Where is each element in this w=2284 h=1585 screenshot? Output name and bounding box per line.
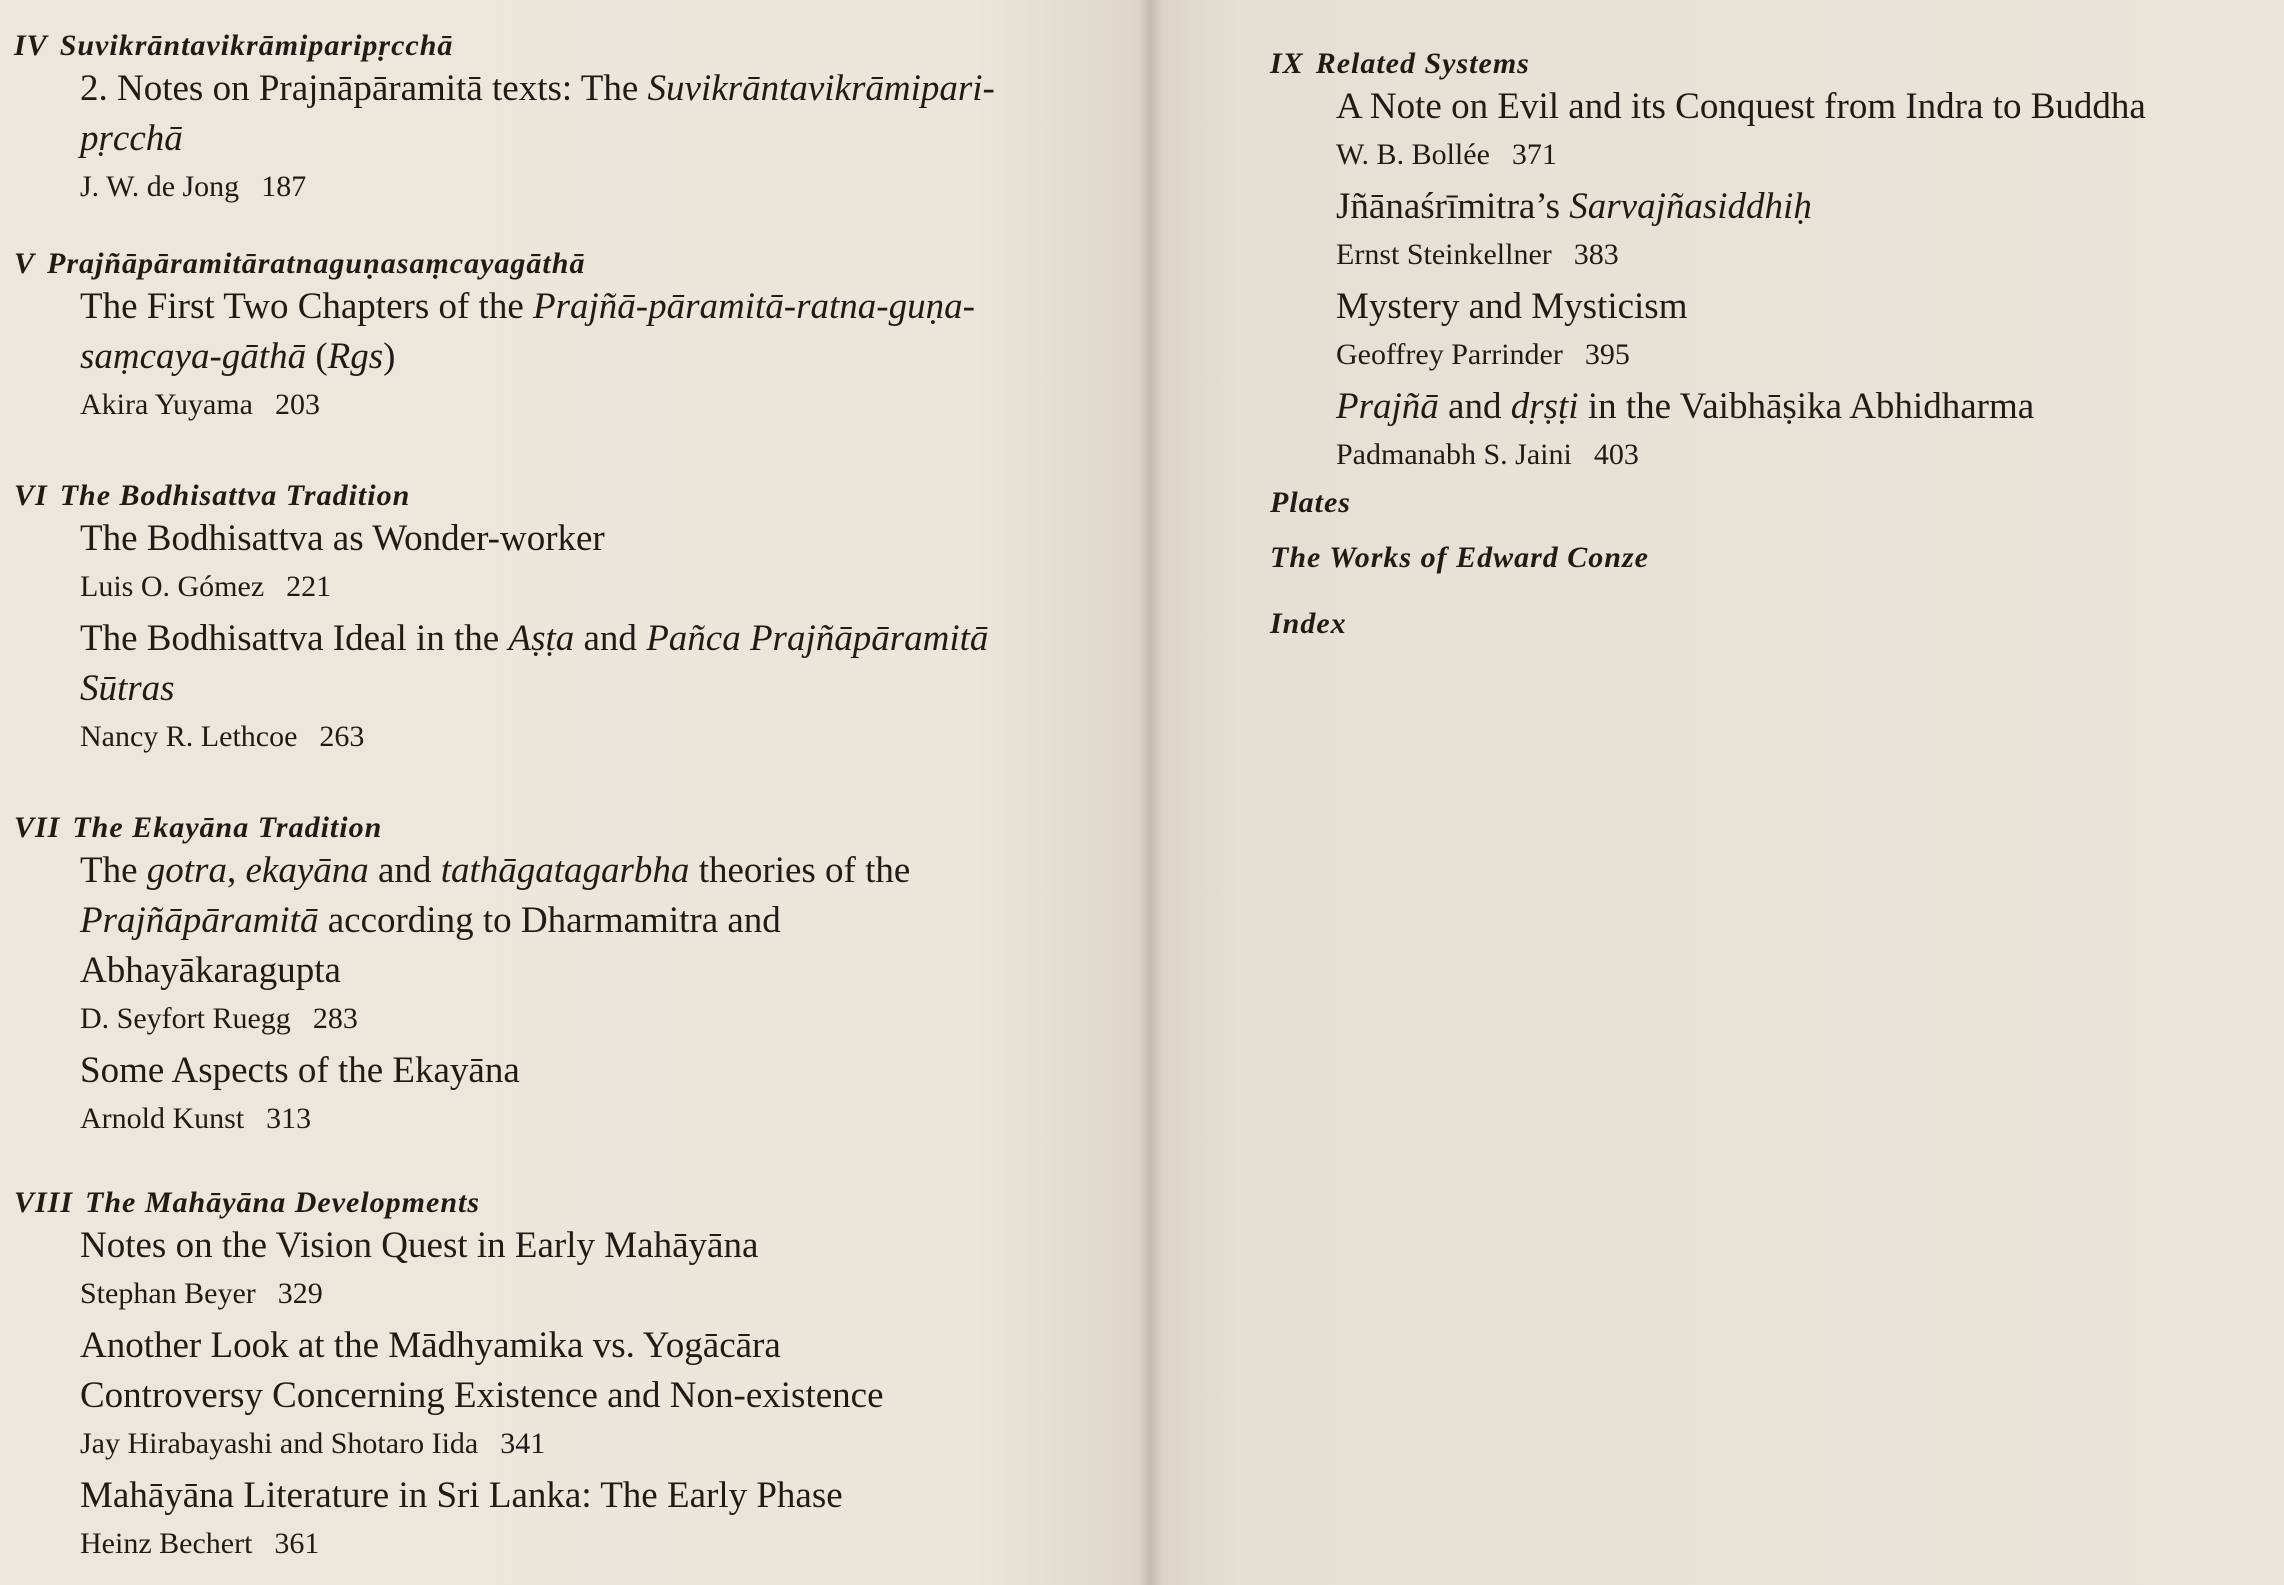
contents-section [14, 246, 1124, 426]
entry-title-italic-part: Suvikrāntavikrāmipari- [647, 68, 995, 109]
page-number: 283 [312, 1002, 358, 1035]
entry-title-part: theories of the [689, 850, 911, 891]
section-number: VII [14, 811, 61, 844]
entry-title-italic-part: dṛṣṭi [1510, 386, 1579, 427]
section-heading [14, 478, 1124, 514]
author-name: Arnold Kunst [80, 1102, 245, 1135]
section-number: VIII [14, 1186, 74, 1219]
page-number: 341 [500, 1427, 546, 1460]
page-number: 403 [1593, 438, 1639, 471]
entry-title-italic-part: Aṣṭa [508, 618, 575, 659]
entry-title-italic-part: ekayāna [245, 850, 369, 891]
contents-section [14, 28, 1124, 208]
contents-section [1270, 540, 2270, 576]
entry-title-italic-part: tathāgatagarbha [440, 850, 690, 891]
entry-title-part: Another Look at the Mādhyamika vs. Yogācāra [80, 1325, 781, 1366]
entry-title-part: Some Aspects of the Ekayāna [80, 1050, 520, 1091]
entry-title [80, 64, 1124, 164]
contents-section [1270, 485, 2270, 521]
section-title: The Bodhisattva Tradition [59, 479, 411, 512]
entry-title [80, 282, 1124, 382]
entry-title-part: , [226, 850, 246, 891]
section-title: Plates [1270, 486, 1351, 519]
contents-section [14, 478, 1124, 758]
entry-title [1336, 182, 2270, 232]
contents-entry [1336, 282, 2270, 376]
entry-author-line [80, 1523, 1124, 1565]
entry-author-line [80, 1273, 1124, 1315]
contents-entry [80, 514, 1124, 608]
entry-title-italic-part: Sarvajñasiddhiḥ [1569, 186, 1812, 227]
entry-title [80, 1221, 1124, 1271]
book-gutter [1138, 0, 1162, 1585]
entry-title-part: The Bodhisattva Ideal in the [80, 618, 509, 659]
entry-author-line [80, 1098, 1124, 1140]
page-number: 313 [266, 1102, 312, 1135]
entry-title-part: 2. Notes on Prajnāpāramitā texts: The [80, 68, 648, 109]
section-number: IV [14, 29, 48, 62]
entry-title-part: A Note on Evil and its Conquest from Indra to Buddha [1336, 86, 2146, 127]
entry-title-part: Mystery and Mysticism [1336, 286, 1688, 327]
page-number: 263 [319, 720, 365, 753]
section-heading [14, 1185, 1124, 1221]
contents-entry [80, 1046, 1124, 1140]
entry-title [80, 1046, 1124, 1096]
author-name: Nancy R. Lethcoe [80, 720, 298, 753]
entry-author-line [80, 566, 1124, 608]
entry-title-part: The Bodhisattva as Wonder-worker [80, 518, 605, 559]
contents-entry [80, 1471, 1124, 1565]
entry-author-line [1336, 134, 2270, 176]
entry-author-line [1336, 334, 2270, 376]
entry-title-italic-part: gotra [146, 850, 227, 891]
section-number: IX [1270, 47, 1304, 80]
page-number: 371 [1511, 138, 1557, 171]
section-number: VI [14, 479, 48, 512]
section-heading [1270, 46, 2270, 82]
entry-title-part: in the Vaibhāṣika Abhidharma [1578, 386, 2035, 427]
author-name: D. Seyfort Ruegg [80, 1002, 291, 1035]
contents-entry [80, 846, 1124, 1040]
contents-entry [80, 1321, 1124, 1465]
entry-title-italic-part: Rgs [327, 336, 384, 377]
entry-title [80, 846, 1124, 996]
page-number: 187 [261, 170, 307, 203]
entry-title-part: and [368, 850, 441, 891]
entry-title-part: and [574, 618, 647, 659]
entry-title-italic-part: saṃcaya-gāthā [80, 336, 307, 377]
entry-title-part: Controversy Concerning Existence and Non-existence [80, 1375, 884, 1416]
contents-entry [1336, 382, 2270, 476]
entry-title-part: Notes on the Vision Quest in Early Mahāyāna [80, 1225, 759, 1266]
page-number: 221 [286, 570, 332, 603]
entry-title-part: ( [306, 336, 328, 377]
entry-title [1336, 282, 2270, 332]
author-name: Akira Yuyama [80, 388, 253, 421]
entry-author-line [80, 384, 1124, 426]
entry-title-part: according to Dharmamitra and [318, 900, 781, 941]
contents-entry [80, 64, 1124, 208]
entry-title [80, 514, 1124, 564]
entry-title-italic-part: Prajñā [1336, 386, 1439, 427]
contents-section [14, 1185, 1124, 1565]
entry-title-part: The [80, 850, 147, 891]
contents-entry [1336, 182, 2270, 276]
entry-title [80, 614, 1124, 714]
entry-title-italic-part: Prajñā-pāramitā-ratna-guṇa- [533, 286, 975, 327]
author-name: Stephan Beyer [80, 1277, 256, 1310]
page-number: 383 [1573, 238, 1619, 271]
author-name: W. B. Bollée [1336, 138, 1490, 171]
section-title: The Works of Edward Conze [1270, 541, 1649, 574]
entry-title-part: ) [383, 336, 396, 377]
section-title: Related Systems [1315, 47, 1530, 80]
entry-author-line [1336, 234, 2270, 276]
entry-title [1336, 382, 2270, 432]
section-heading [1270, 540, 2270, 576]
section-title: Suvikrāntavikrāmiparipṛcchā [59, 29, 454, 62]
entry-title-part: Jñānaśrīmitra’s [1336, 186, 1570, 227]
section-title: The Mahāyāna Developments [85, 1186, 481, 1219]
page-number: 203 [275, 388, 320, 421]
author-name: Geoffrey Parrinder [1336, 338, 1563, 371]
page-number: 361 [274, 1527, 320, 1560]
section-heading [14, 246, 1124, 282]
entry-title-part: and [1438, 386, 1511, 427]
contents-section [14, 810, 1124, 1140]
entry-author-line [80, 716, 1124, 758]
entry-title-italic-part: Prajñāpāramitā [80, 900, 319, 941]
author-name: Luis O. Gómez [80, 570, 265, 603]
entry-title-part: The First Two Chapters of the [80, 286, 533, 327]
author-name: Padmanabh S. Jaini [1336, 438, 1572, 471]
entry-author-line [80, 166, 1124, 208]
entry-author-line [80, 998, 1124, 1040]
entry-author-line [1336, 434, 2270, 476]
section-heading [14, 28, 1124, 64]
section-number: V [14, 247, 36, 280]
entry-title [1336, 82, 2270, 132]
page-number: 329 [277, 1277, 323, 1310]
section-heading [14, 810, 1124, 846]
entry-title-italic-part: Sūtras [80, 668, 175, 709]
entry-title-part: Abhayākaragupta [80, 950, 341, 991]
page-number: 395 [1584, 338, 1630, 371]
contents-section [1270, 606, 2270, 642]
entry-title [80, 1471, 1124, 1521]
author-name: Ernst Steinkellner [1336, 238, 1552, 271]
entry-title-italic-part: pṛcchā [80, 118, 183, 159]
contents-entry [80, 614, 1124, 758]
entry-title [80, 1321, 1124, 1421]
entry-title-part: Mahāyāna Literature in Sri Lanka: The Early Phase [80, 1475, 843, 1516]
contents-entry [1336, 82, 2270, 176]
contents-entry [80, 1221, 1124, 1315]
author-name: J. W. de Jong [80, 170, 240, 203]
entry-author-line [80, 1423, 1124, 1465]
contents-section [1270, 46, 2270, 476]
entry-title-italic-part: Pañca Prajñāpāramitā [646, 618, 989, 659]
author-name: Jay Hirabayashi and Shotaro Iida [80, 1427, 479, 1460]
section-title: Prajñāpāramitāratnaguṇasaṃcayagāthā [47, 247, 586, 280]
section-heading [1270, 606, 2270, 642]
section-title: Index [1270, 607, 1347, 640]
section-title: The Ekayāna Tradition [72, 811, 383, 844]
contents-entry [80, 282, 1124, 426]
author-name: Heinz Bechert [80, 1527, 253, 1560]
section-heading [1270, 485, 2270, 521]
